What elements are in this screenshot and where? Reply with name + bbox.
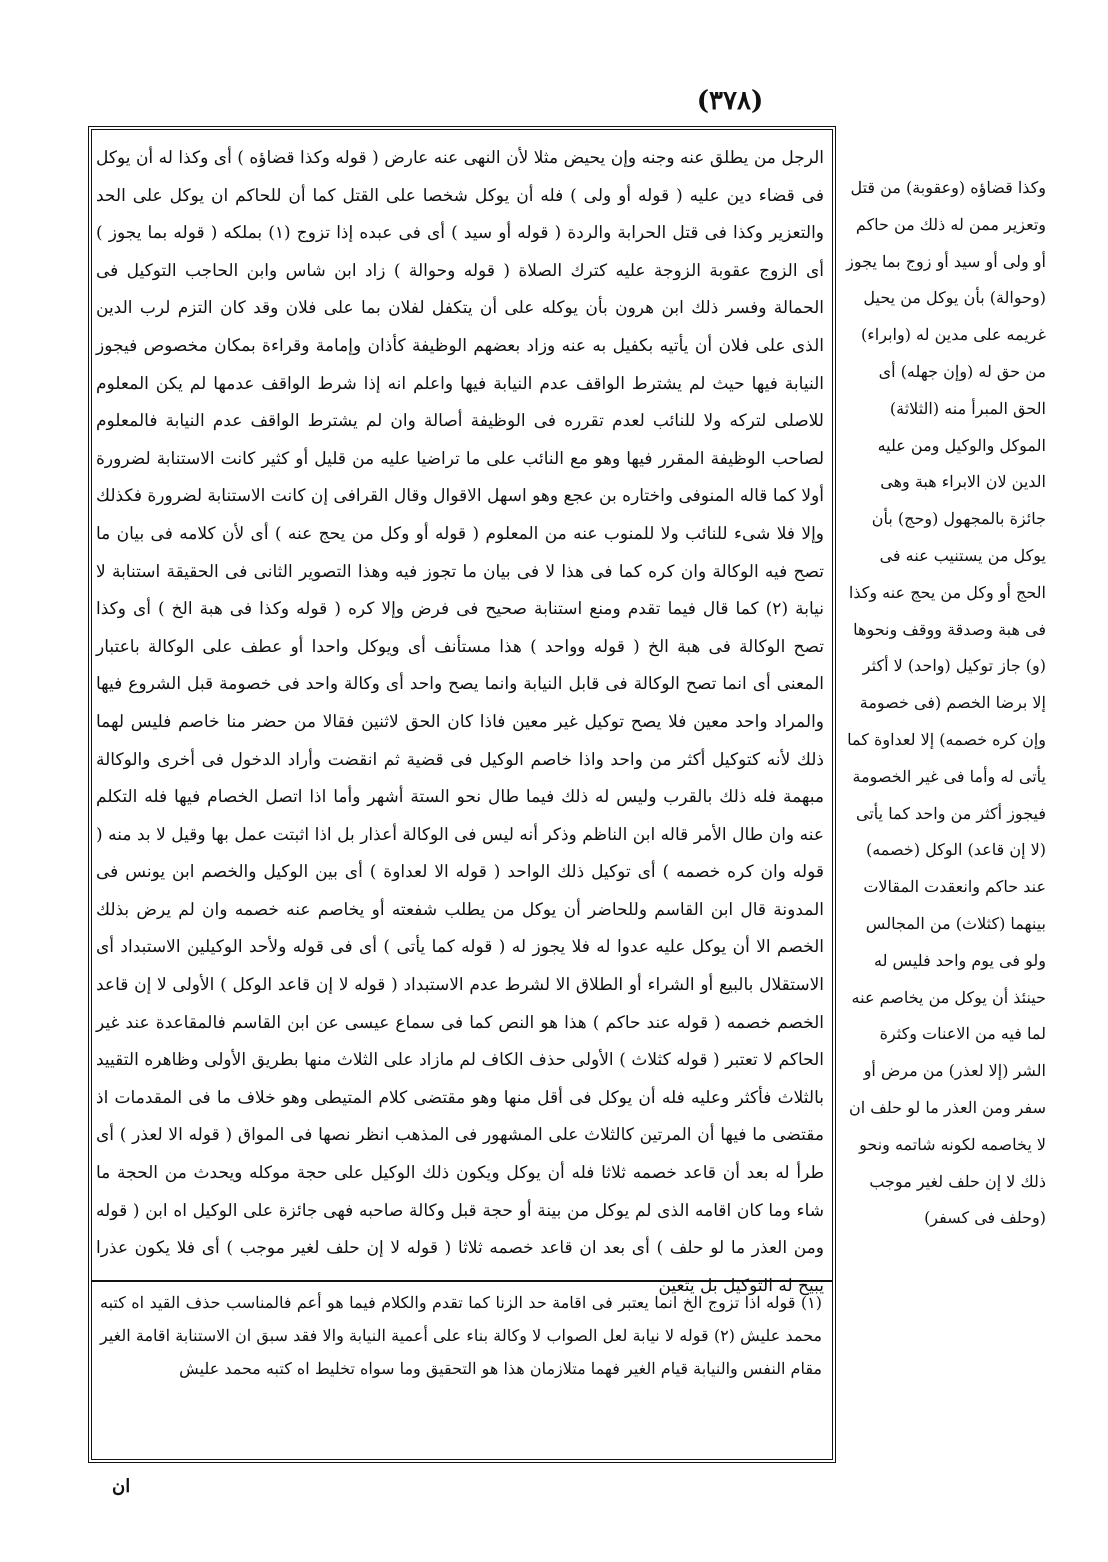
commentary-body: الرجل من يطلق عنه وجنه وإن يحيض مثلا لأن النهى عنه عارض ( قوله وكذا قضاؤه ) أى وكذا له أن يوكل فى قضاء دين عليه ( قوله أو ولى ) فله أن يوكل شخصا على القتل كما أن للحاكم ان يوكل على الحد والتعزير وكذا فى قتل الحرابة والردة ( قوله أو سيد ) أى فى عبده إذا تزوج (١) بملكه ( قوله بما يجوز ) أى الزوج عقوبة الزوجة عليه كترك الصلاة ( قوله وحوالة ) زاد ابن شاس وابن الحاجب التوكيل فى الحمالة وفسر ذلك ابن هرون بأن يوكله على أن يتكفل لفلان بما على فلان وقد كان التزم لرب الدين الذى على فلان أن يأتيه بكفيل به عنه وزاد بعضهم الوظيفة كأذان وإمامة وقراءة بمكان مخصوص فيجوز النيابة فيها حيث لم يشترط الواقف عدم النيابة فيها واعلم انه إذا شرط الواقف عدمها لم يكن المعلوم للاصلى لتركه ولا للنائب لعدم تقرره فى الوظيفة أصالة وان لم يشترط الواقف عدم النيابة فالمعلوم لصاحب الوظيفة المقرر فيها وهو مع النائب على ما تراضيا عليه من قليل أو كثير كانت الاستنابة لضرورة أولا كما قاله المنوفى واختاره بن عجع وهو اسهل الاقوال وقال القرافى إن كانت الاستنابة لضرورة فكذلك وإلا فلا شىء للنائب ولا للمنوب عنه من المعلوم ( قوله أو وكل من يحج عنه ) أى لأن كلامه فى بيان ما تصح فيه الوكالة وان كره كما فى هذا لا فى بيان ما تجوز فيه وهذا التصوير الثانى فى الحقيقة استنابة لا نيابة (٢) كما قال فيما تقدم ومنع استنابة صحيح فى فرض وإلا كره ( قوله وكذا فى هبة الخ ) أى وكذا تصح الوكالة فى هبة الخ ( قوله وواحد ) هذا مستأنف أى ويوكل واحدا أو عطف على الوكالة باعتبار المعنى أى انما تصح الوكالة فى قابل النيابة وانما يصح واحد أى وكالة واحد فى خصومة قبل الشروع فيها والمراد واحد معين فلا يصح توكيل غير معين فاذا كان الحق لاثنين فقالا من حضر منا خاصم فليس لهما ذلك لأنه كتوكيل أكثر من واحد واذا خاصم الوكيل فى قضية ثم انقضت وأراد الدخول فى أخرى والوكالة مبهمة فله ذلك بالقرب وليس له ذلك فيما طال نحو الستة أشهر وأما اذا اتصل الخصام فيها فله التكلم عنه وان طال الأمر قاله ابن الناظم وذكر أنه ليس فى الوكالة أعذار بل اذا اثبتت عمل بها وقيل لا بد منه ( قوله وان كره خصمه ) أى توكيل ذلك الواحد ( قوله الا لعداوة ) أى بين الوكيل والخصم ابن يونس فى المدونة قال ابن القاسم وللحاضر أن يوكل من يطلب شفعته أو يخاصم عنه خصمه وان لم يرض بذلك الخصم الا أن يوكل عليه عدوا له فلا يجوز له ( قوله كما يأتى ) أى فى قوله ولأحد الوكيلين الاستبداد أى الاستقلال بالبيع أو الشراء أو الطلاق الا لشرط عدم الاستبداد ( قوله لا إن قاعد الوكل ) الأولى لا إن قاعد الخصم خصمه ( قوله عند حاكم ) هذا هو النص كما فى سماع عيسى عن ابن القاسم فالمقاعدة عند غير الحاكم لا تعتبر ( قوله كثلاث ) الأولى حذف الكاف لم مازاد على الثلاث منها بطريق الأولى وظاهره التقييد بالثلاث فأكثر وعليه فله أن يوكل فى أقل منها وهو مقتضى كلام المتيطى وهو خلاف ما فى المقدمات اذ مقتضى ما فيها أن المرتين كالثلاث على المشهور فى المذهب انظر نصها فى المواق ( قوله الا لعذر ) أى طرأ له بعد أن قاعد خصمه ثلاثا فله أن يوكل ويكون ذلك الوكيل على حجة موكله ويحدث من الحجة ما شاء وما كان اقامه الذى لم يوكل من بينة أو حجة قبل وكالة صاحبه فهى جائزة على الوكيل اه ابن ( قوله ومن العذر ما لو حلف ) أى بعد ان قاعد خصمه ثلاثا ( قوله لا إن حلف لغير موجب ) أى فلا يكون عذرا يبيح له التوكيل بل يتعين — [96, 148, 825, 1296]
catchword: ان — [112, 1476, 131, 1497]
margin-matn-text: وكذا قضاؤه (وعقوبة) من قتل وتعزير ممن له ذلك من حاكم أو ولى أو سيد أو زوج بما يجوز (وحوالة) بأن يوكل من يحيل غريمه على مدين له (وابراء) من حق له (وإن جهله) أى الحق المبرأ منه (الثلاثة) الموكل والوكيل ومن عليه الدين لان الابراء هبة وهى جائزة بالمجهول (وحج) بأن يوكل من يستنيب عنه فى الحج أو وكل من يحج عنه وكذا فى هبة وصدقة ووقف ونحوها (و) جاز توكيل (واحد) لا أكثر إلا برضا الخصم (فى خصومة وإن كره خصمه) إلا لعداوة كما يأتى له وأما فى غير الخصومة فيجوز أكثر من واحد كما يأتى (لا إن قاعد) الوكل (خصمه) عند حاكم وانعقدت المقالات بينهما (كثلاث) من المجالس ولو فى يوم واحد فليس له حينئذ أن يوكل من يخاصم عنه لما فيه من الاعنات وكثرة الشر (إلا لعذر) من مرض أو سفر ومن العذر ما لو حلف ان لا يخاصمه لكونه شاتمه ونحو ذلك لا إن حلف لغير موجب (وحلف فى كسفر) — [846, 178, 1046, 1228]
footnote-divider — [92, 1280, 832, 1282]
page-number: (٣٧٨) — [696, 86, 764, 116]
footnotes: (١) قوله اذا تزوج الخ انما يعتبر فى اقامة حد الزنا كما تقدم والكلام فيما هو أعم فالمناسب حذف القيد اه كتبه محمد عليش (٢) قوله لا نيابة لعل الصواب لا وكالة بناء على أعمية النيابة والا فقد سبق ان الاستنابة اقامة الغير مقام النفس والنيابة قيام الغير فهما متلازمان هذا هو التحقيق وما سواه تخليط اه كتبه محمد عليش — [100, 1293, 822, 1378]
